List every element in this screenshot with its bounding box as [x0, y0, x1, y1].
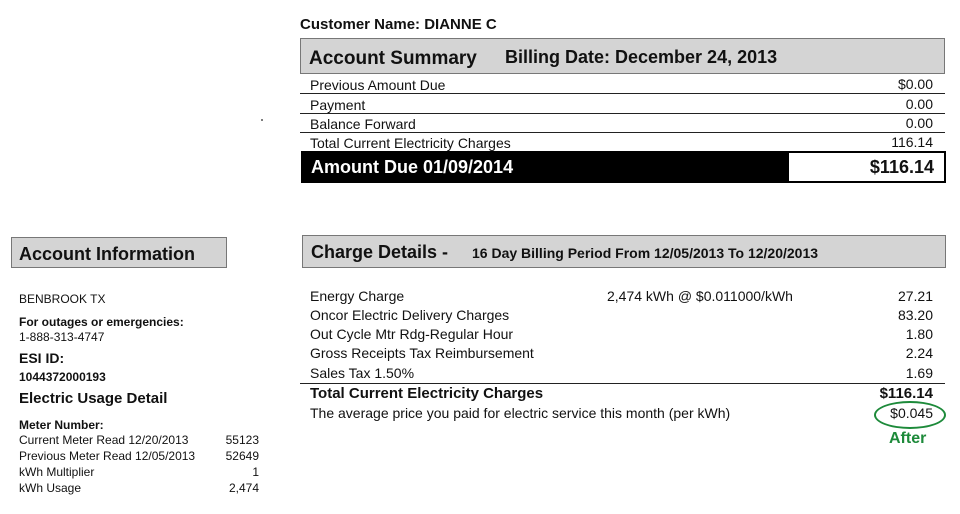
meter-number-label: Meter Number: — [19, 418, 104, 432]
billing-period: 16 Day Billing Period From 12/05/2013 To 12/20/2013 — [472, 245, 819, 261]
meter-row-label: kWh Usage — [19, 481, 82, 495]
summary-row-label: Balance Forward — [310, 116, 416, 132]
summary-row-label: Payment — [310, 97, 366, 113]
total-charges-value: $116.14 — [879, 385, 933, 402]
account-summary-header — [300, 38, 945, 74]
charge-row-sales-tax — [300, 365, 945, 384]
summary-row-value: 0.00 — [905, 96, 933, 112]
summary-row-balance-forward — [300, 115, 945, 133]
after-annotation: After — [889, 430, 927, 447]
scan-speck — [261, 119, 263, 121]
amount-due-bar — [301, 151, 946, 183]
charge-row-value: 83.20 — [897, 307, 933, 323]
meter-row — [19, 465, 259, 479]
outage-label: For outages or emergencies: — [19, 315, 184, 329]
amount-due-value: $116.14 — [869, 157, 934, 177]
electric-usage-title: Electric Usage Detail — [19, 390, 168, 407]
summary-row-value: 116.14 — [891, 134, 933, 150]
esi-id-value: 1044372000193 — [19, 370, 106, 384]
summary-row-previous-due — [300, 76, 945, 94]
average-price-row — [300, 405, 945, 423]
summary-row-payment — [300, 96, 945, 114]
charge-row-gross-receipts — [300, 345, 945, 363]
charge-row-detail: 2,474 kWh @ $0.011000/kWh — [607, 288, 793, 304]
esi-id-label: ESI ID: — [19, 350, 65, 366]
average-price-label: The average price you paid for electric service this month (per kWh) — [310, 405, 731, 421]
summary-row-value: $0.00 — [897, 76, 933, 92]
total-charges-label: Total Current Electricity Charges — [310, 385, 544, 402]
charge-row-value: 2.24 — [905, 345, 933, 361]
handwritten-circle-annotation — [874, 401, 946, 429]
meter-row-value: 2,474 — [228, 481, 259, 495]
service-location: BENBROOK TX — [19, 292, 106, 306]
charge-row-energy — [300, 288, 945, 306]
charge-row-label: Gross Receipts Tax Reimbursement — [310, 345, 534, 361]
charge-details-header — [302, 235, 946, 268]
meter-row-value: 55123 — [225, 433, 259, 447]
customer-name: Customer Name: DIANNE C — [300, 16, 497, 33]
charge-row-value: 1.69 — [905, 365, 933, 381]
meter-row — [19, 449, 259, 463]
meter-row-label: Current Meter Read 12/20/2013 — [19, 433, 189, 447]
summary-row-label: Previous Amount Due — [310, 77, 446, 93]
meter-row — [19, 481, 259, 495]
summary-row-label: Total Current Electricity Charges — [310, 135, 511, 151]
account-information-title: Account Information — [19, 244, 195, 264]
total-charges-row — [300, 385, 945, 403]
amount-due-label: Amount Due 01/09/2014 — [311, 157, 514, 177]
meter-row-value: 52649 — [225, 449, 259, 463]
summary-row-value: 0.00 — [905, 115, 933, 131]
summary-row-total-charges — [300, 134, 945, 152]
charge-row-out-cycle — [300, 326, 945, 344]
average-price-value: $0.045 — [890, 405, 933, 421]
charge-row-label: Oncor Electric Delivery Charges — [310, 307, 510, 323]
meter-row-value: 1 — [252, 465, 259, 479]
account-summary-title: Account Summary — [309, 48, 477, 69]
outage-phone: 1-888-313-4747 — [19, 330, 105, 344]
meter-row-label: Previous Meter Read 12/05/2013 — [19, 449, 196, 463]
account-information-header — [11, 237, 227, 268]
charge-row-label: Out Cycle Mtr Rdg-Regular Hour — [310, 326, 514, 342]
meter-row-label: kWh Multiplier — [19, 465, 95, 479]
charge-row-label: Sales Tax 1.50% — [310, 365, 415, 381]
charge-row-value: 27.21 — [897, 288, 933, 304]
charge-row-delivery — [300, 307, 945, 325]
charge-row-label: Energy Charge — [310, 288, 405, 304]
billing-date: Billing Date: December 24, 2013 — [505, 47, 778, 67]
meter-row — [19, 433, 259, 447]
charge-row-value: 1.80 — [905, 326, 933, 342]
charge-details-title: Charge Details - — [311, 242, 449, 262]
